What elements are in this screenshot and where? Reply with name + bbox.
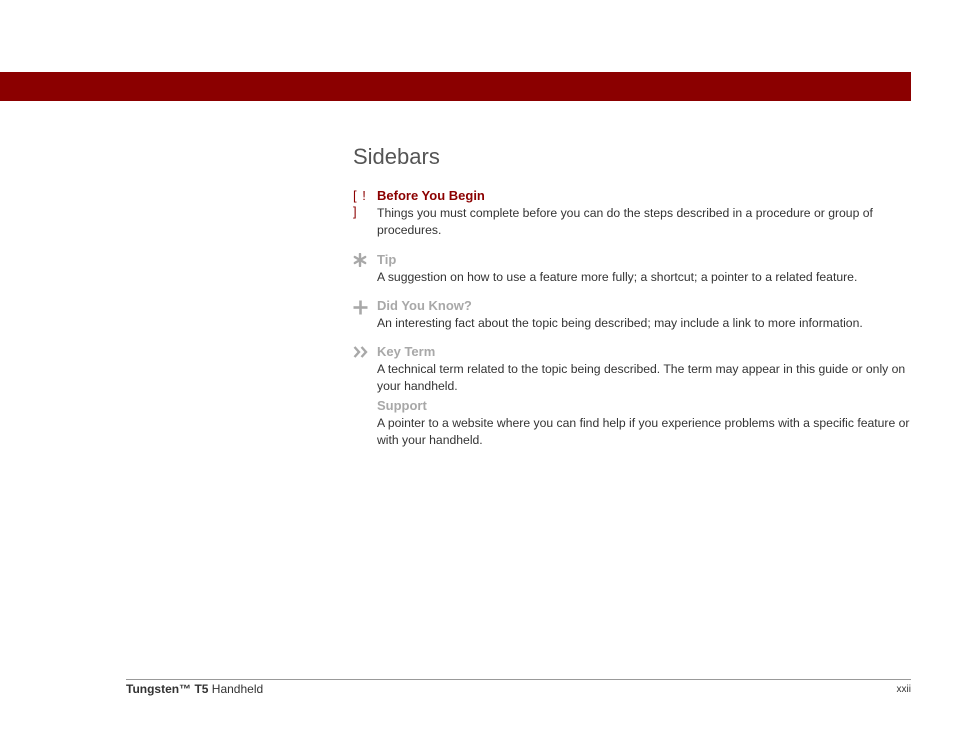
entry-heading: Did You Know? [377,298,472,313]
double-chevron-icon [353,344,375,363]
footer-product-suffix: Handheld [211,682,264,696]
entry-heading: Tip [377,252,397,267]
header-banner [0,72,911,101]
plus-icon [353,298,375,319]
footer-product-brand: Tungsten™ T5 [126,682,209,696]
page-title: Sidebars [353,144,440,169]
important-bracket-icon: [ ! ] [353,188,367,219]
entry-heading: Before You Begin [377,188,485,203]
entry-description: A technical term related to the topic being described. The term may appear in this guide or only on your handheld. [377,362,906,393]
page-number: xxii [896,684,911,695]
entry-description: A suggestion on how to use a feature more fully; a shortcut; a pointer to a related feature. [377,270,858,284]
footer-product-name [126,682,263,696]
entry-description: Things you must complete before you can do the steps described in a procedure or group of procedures. [377,206,873,237]
entry-heading: Support [377,398,427,413]
entry-description: A pointer to a website where you can find help if you experience problems with a specific feature or with your handheld. [377,416,910,447]
footer-divider [126,679,911,680]
entry-heading: Key Term [377,344,436,359]
entry-description: An interesting fact about the topic being described; may include a link to more information. [377,316,863,330]
asterisk-icon [353,252,375,271]
